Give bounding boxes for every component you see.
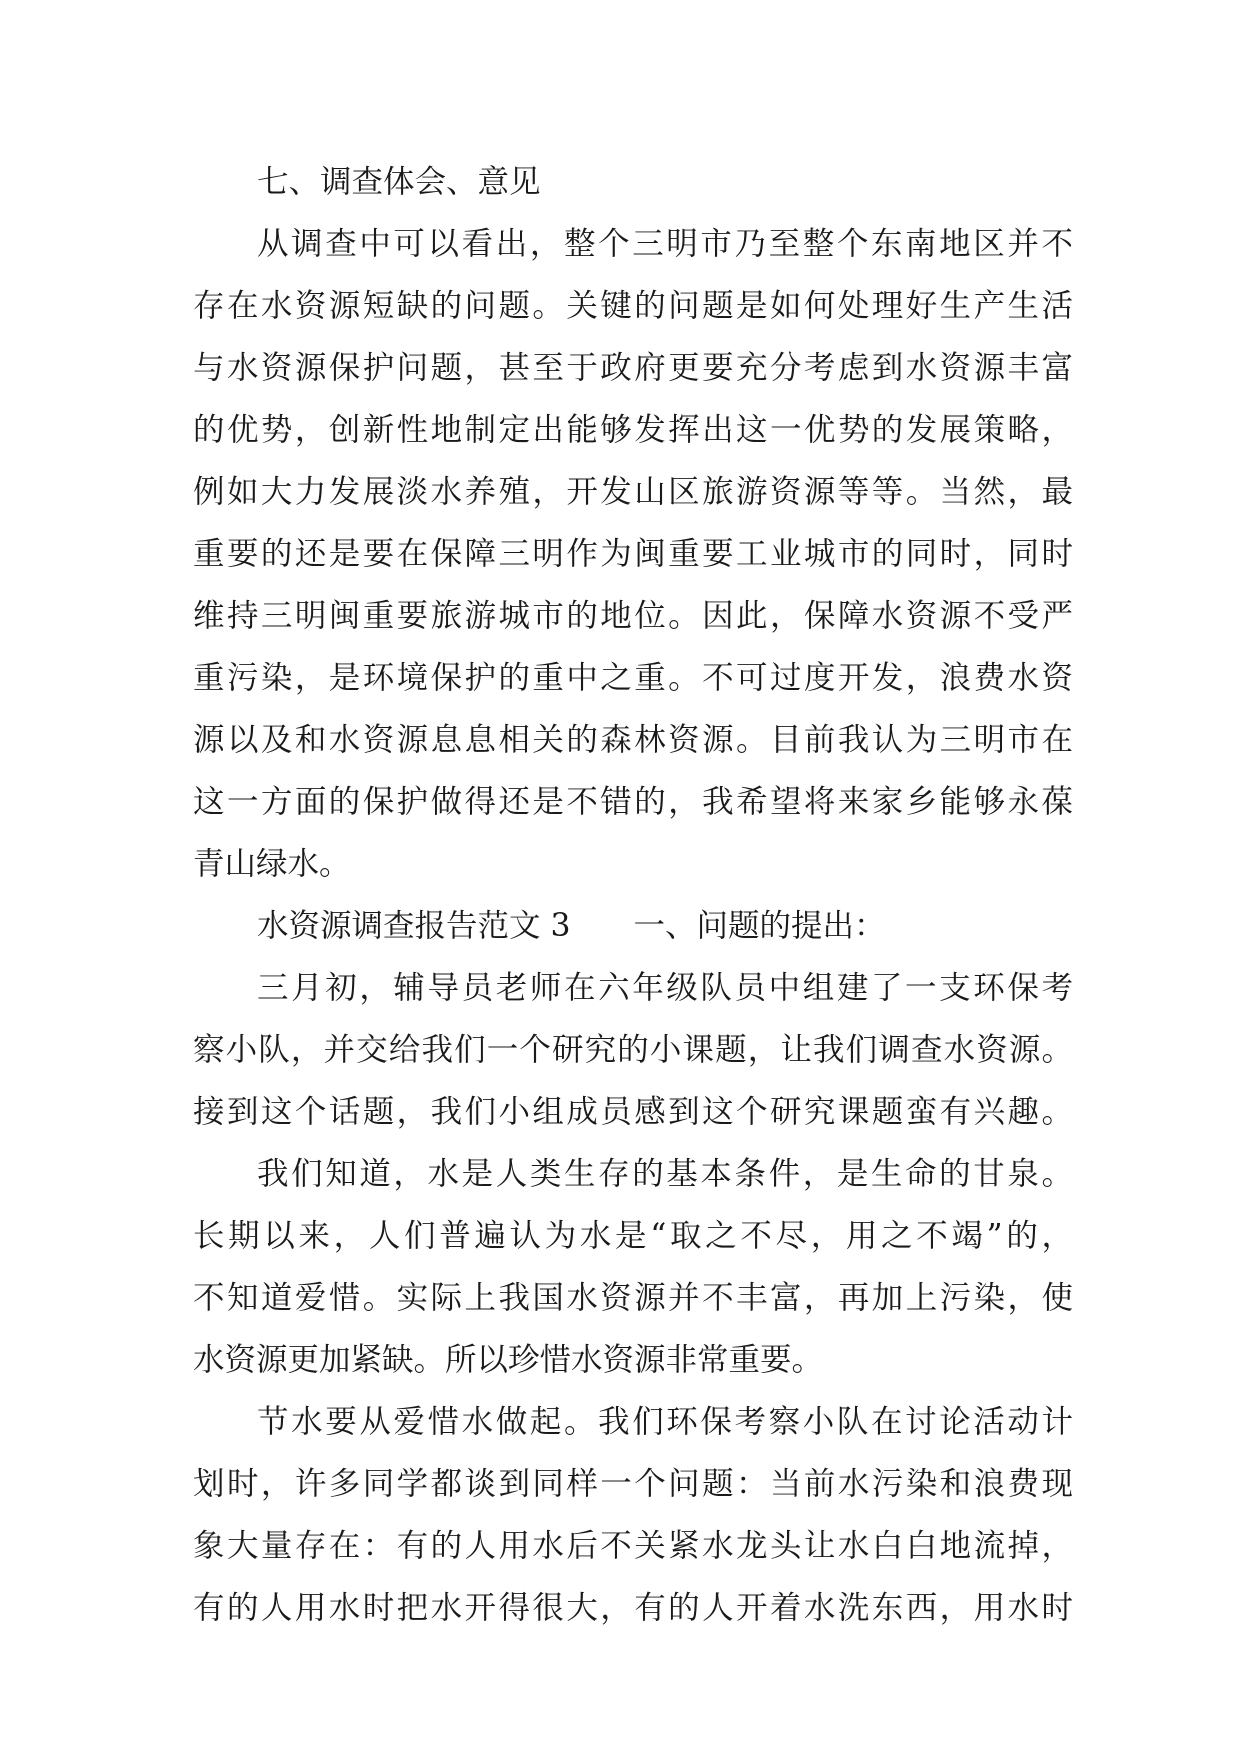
section-heading: 七、调查体会、意见 — [257, 164, 541, 200]
paragraph-line: 重要的还是要在保障三明作为闽重要工业城市的同时，同时 — [193, 536, 1073, 572]
paragraph-line: 与水资源保护问题，甚至于政府更要充分考虑到水资源丰富 — [193, 350, 1073, 386]
paragraph-line: 从调查中可以看出，整个三明市乃至整个东南地区并不 — [257, 226, 1073, 262]
paragraph-line: 划时，许多同学都谈到同样一个问题：当前水污染和浪费现 — [193, 1466, 1073, 1502]
paragraph-line: 三月初，辅导员老师在六年级队员中组建了一支环保考 — [257, 970, 1073, 1006]
paragraph-line: 不知道爱惜。实际上我国水资源并不丰富，再加上污染，使 — [193, 1280, 1073, 1316]
paragraph-line: 节水要从爱惜水做起。我们环保考察小队在讨论活动计 — [257, 1404, 1073, 1440]
paragraph-line: 接到这个话题，我们小组成员感到这个研究课题蛮有兴趣。 — [193, 1094, 1073, 1130]
paragraph-line: 源以及和水资源息息相关的森林资源。目前我认为三明市在 — [193, 722, 1073, 758]
section-heading: 水资源调查报告范文 3 一、问题的提出： — [257, 908, 886, 944]
paragraph-line: 重污染，是环境保护的重中之重。不可过度开发，浪费水资 — [193, 660, 1073, 696]
paragraph-line: 存在水资源短缺的问题。关键的问题是如何处理好生产生活 — [193, 288, 1073, 324]
paragraph-line: 长期以来，人们普遍认为水是“取之不尽，用之不竭”的， — [193, 1218, 1073, 1254]
paragraph-line: 象大量存在：有的人用水后不关紧水龙头让水白白地流掉， — [193, 1528, 1073, 1564]
paragraph-line: 这一方面的保护做得还是不错的，我希望将来家乡能够永葆 — [193, 784, 1073, 820]
paragraph-line: 有的人用水时把水开得很大，有的人开着水洗东西，用水时 — [193, 1590, 1073, 1626]
paragraph-line: 水资源更加紧缺。所以珍惜水资源非常重要。 — [193, 1342, 824, 1378]
paragraph-line: 例如大力发展淡水养殖，开发山区旅游资源等等。当然，最 — [193, 474, 1073, 510]
paragraph-line: 的优势，创新性地制定出能够发挥出这一优势的发展策略， — [193, 412, 1073, 448]
paragraph-line: 察小队，并交给我们一个研究的小课题，让我们调查水资源。 — [193, 1032, 1073, 1068]
paragraph-line: 维持三明闽重要旅游城市的地位。因此，保障水资源不受严 — [193, 598, 1073, 634]
paragraph-line: 青山绿水。 — [193, 846, 351, 882]
paragraph-line: 我们知道，水是人类生存的基本条件，是生命的甘泉。 — [257, 1156, 1073, 1192]
